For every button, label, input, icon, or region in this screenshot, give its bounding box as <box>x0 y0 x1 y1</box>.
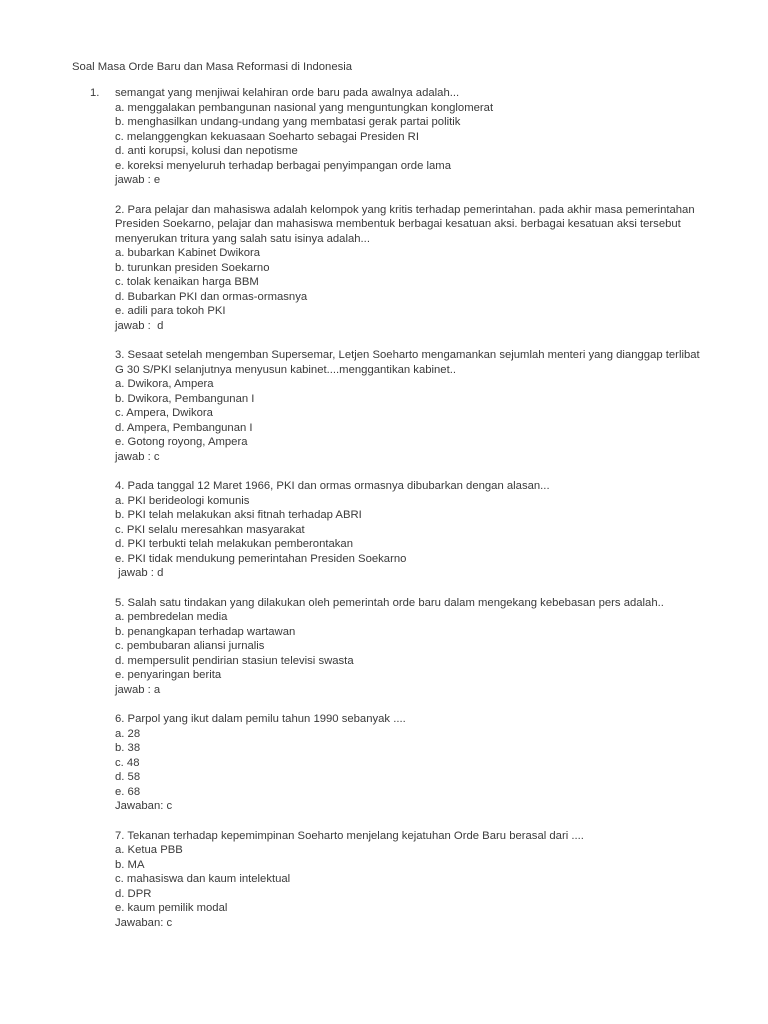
question-option: e. Gotong royong, Ampera <box>115 436 248 448</box>
question-option: e. koreksi menyeluruh terhadap berbagai penyimpangan orde lama <box>115 159 451 172</box>
question-stem: 3. Sesaat setelah mengemban Supersemar, Letjen Soeharto mengamankan sejumlah menteri yang dianggap terlibat G 30 S/PKI selanjutnya menyusun kabinet....menggantikan kabinet.. <box>115 349 703 376</box>
question-option: c. mahasiswa dan kaum intelektual <box>115 873 291 885</box>
question-option: a. 28 <box>115 727 141 740</box>
question-option: d. DPR <box>115 887 152 900</box>
question-option: b. menghasilkan undang-undang yang membatasi gerak partai politik <box>115 116 461 128</box>
question-option: e. penyaringan berita <box>115 669 222 681</box>
question-option: c. Ampera, Dwikora <box>115 407 213 419</box>
question-option: b. MA <box>115 858 145 871</box>
question-option: b. turunkan presiden Soekarno <box>115 261 270 274</box>
question-block <box>0 86 768 188</box>
question-block <box>0 203 768 334</box>
question-stem: 7. Tekanan terhadap kepemimpinan Soeharto menjelang kejatuhan Orde Baru berasal dari .... <box>115 829 584 842</box>
question-stem: 2. Para pelajar dan mahasiswa adalah kelompok yang kritis terhadap pemerintahan. pada akhir masa pemerintahan Presiden Soekarno, pelajar dan mahasiswa membentuk berbagai kesatuan aksi. berbagai kesatuan aksi tersebut menyerukan tritura yang salah satu isinya adalah... <box>115 203 698 245</box>
question-answer: Jawaban: c <box>115 916 173 929</box>
question-stem: 6. Parpol yang ikut dalam pemilu tahun 1990 sebanyak .... <box>115 713 406 725</box>
question-block <box>0 712 768 814</box>
question-option: b. Dwikora, Pembangunan I <box>115 392 255 405</box>
question-option: a. bubarkan Kabinet Dwikora <box>115 247 261 259</box>
question-stem: semangat yang menjiwai kelahiran orde baru pada awalnya adalah... <box>115 87 460 99</box>
question-option: d. PKI terbukti telah melakukan pemberontakan <box>115 538 354 550</box>
question-option: c. tolak kenaikan harga BBM <box>115 276 259 288</box>
question-option: c. 48 <box>115 756 140 769</box>
question-answer: jawab : e <box>115 174 161 186</box>
question-option: b. penangkapan terhadap wartawan <box>115 625 296 638</box>
question-block <box>0 596 768 698</box>
question-option: a. menggalakan pembangunan nasional yang menguntungkan konglomerat <box>115 101 494 114</box>
question-option: a. Dwikora, Ampera <box>115 378 214 390</box>
question-option: c. pembubaran aliansi jurnalis <box>115 640 265 652</box>
question-option: d. mempersulit pendirian stasiun televisi swasta <box>115 654 354 667</box>
question-option: b. PKI telah melakukan aksi fitnah terhadap ABRI <box>115 509 362 521</box>
question-option: a. PKI berideologi komunis <box>115 494 250 507</box>
question-option: c. melanggengkan kekuasaan Soeharto sebagai Presiden RI <box>115 130 419 143</box>
question-answer: jawab : c <box>115 450 160 463</box>
question-option: c. PKI selalu meresahkan masyarakat <box>115 523 305 536</box>
question-option: e. adili para tokoh PKI <box>115 305 226 317</box>
question-list <box>0 86 768 945</box>
question-block <box>0 348 768 464</box>
question-stem: 5. Salah satu tindakan yang dilakukan oleh pemerintah orde baru dalam mengekang kebebasan pers adalah.. <box>115 596 664 609</box>
question-number: 1. <box>90 87 100 99</box>
question-option: e. PKI tidak mendukung pemerintahan Presiden Soekarno <box>115 552 407 565</box>
question-answer: jawab : d <box>115 319 164 332</box>
question-option: e. 68 <box>115 785 141 798</box>
question-option: d. anti korupsi, kolusi dan nepotisme <box>115 145 298 157</box>
question-option: a. Ketua PBB <box>115 844 183 856</box>
question-answer: jawab : d <box>115 567 164 579</box>
question-option: a. pembredelan media <box>115 611 228 623</box>
question-option: d. Bubarkan PKI dan ormas-ormasnya <box>115 290 308 303</box>
question-block <box>0 829 768 931</box>
question-option: b. 38 <box>115 742 141 754</box>
question-block <box>0 479 768 581</box>
question-answer: Jawaban: c <box>115 800 173 812</box>
question-answer: jawab : a <box>115 683 161 696</box>
question-option: d. 58 <box>115 771 141 783</box>
question-option: d. Ampera, Pembangunan I <box>115 421 253 434</box>
page-title: Soal Masa Orde Baru dan Masa Reformasi di Indonesia <box>72 61 353 73</box>
question-stem: 4. Pada tanggal 12 Maret 1966, PKI dan ormas ormasnya dibubarkan dengan alasan... <box>115 480 550 492</box>
question-option: e. kaum pemilik modal <box>115 902 228 914</box>
